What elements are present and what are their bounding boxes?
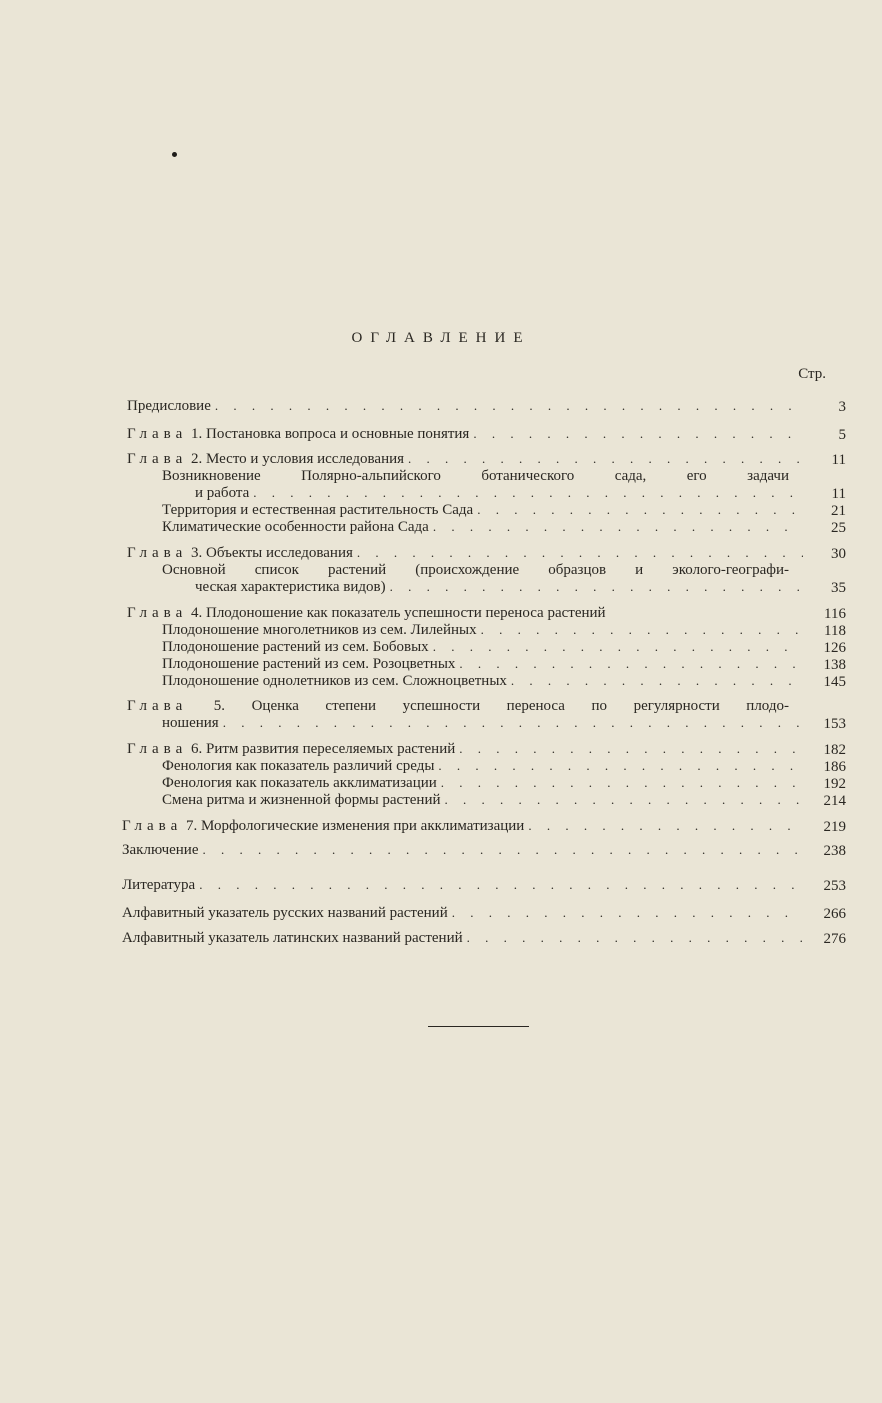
toc-entry-label: Плодоношение многолетников из сем. Лилейных — [162, 622, 477, 638]
toc-page-number: 214 — [823, 793, 846, 809]
toc-chapter-line2 — [162, 715, 807, 731]
toc-entry-label: Плодоношение растений из сем. Бобовых — [162, 639, 429, 655]
toc-entry-label: Плодоношение растений из сем. Розоцветных — [162, 656, 456, 672]
toc-entry — [162, 519, 807, 535]
toc-entry-label: Фенология как показатель различий среды — [162, 758, 435, 774]
toc-page-number: 238 — [823, 843, 846, 859]
toc-entry — [162, 639, 807, 655]
toc-entry — [162, 502, 807, 518]
toc-entry-label: 5. Оценка степени успешности переноса по регулярности плодо- — [213, 698, 790, 714]
toc-page-number: 266 — [823, 906, 846, 922]
toc-entry-label: ношения — [162, 715, 219, 731]
toc-chapter — [127, 741, 807, 757]
toc-entry — [127, 398, 807, 414]
toc-page-number: 25 — [831, 520, 846, 536]
toc-chapter — [127, 605, 789, 621]
toc-page-number: 253 — [823, 878, 846, 894]
toc-chapter — [122, 818, 807, 834]
toc-page-number: 126 — [823, 640, 846, 656]
toc-chapter — [127, 451, 807, 467]
toc-entry-label: 4. Плодоношение как показатель успешности переноса растений — [190, 605, 606, 621]
toc-page-number: 138 — [823, 657, 846, 673]
toc-entry-label: Литература — [122, 877, 196, 893]
toc-page-number: 219 — [823, 819, 846, 835]
toc-entry-label: Алфавитный указатель латинских названий растений — [122, 930, 463, 946]
toc-entry — [162, 656, 807, 672]
toc-page-number: 11 — [831, 486, 846, 502]
toc-entry-label: Климатические особенности района Сада — [162, 519, 429, 535]
toc-entry-label: Смена ритма и жизненной формы растений — [162, 792, 441, 808]
toc-page-number: 145 — [823, 674, 846, 690]
chapter-prefix: Глава — [127, 698, 188, 714]
chapter-prefix: Глава — [127, 605, 188, 621]
toc-entry-label: Алфавитный указатель русских названий растений — [122, 905, 448, 921]
toc-entry — [122, 930, 807, 946]
ink-speck — [172, 152, 177, 157]
toc-page-number: 11 — [831, 452, 846, 468]
toc-entry-label: 2. Место и условия исследования — [190, 451, 405, 467]
toc-entry-label: 3. Объекты исследования — [190, 545, 353, 561]
toc-page-number: 153 — [823, 716, 846, 732]
toc-entry-label: 6. Ритм развития переселяемых растений — [190, 741, 456, 757]
toc-entry-label: ческая характеристика видов) — [195, 579, 386, 595]
toc-page-number: 192 — [823, 776, 846, 792]
toc-entry-line2 — [195, 485, 807, 501]
chapter-prefix: Глава — [127, 741, 188, 757]
toc-entry — [122, 905, 807, 921]
toc-entry — [122, 842, 807, 858]
toc-page-number: 30 — [831, 546, 846, 562]
toc-entry — [122, 877, 807, 893]
toc-entry-label: 1. Постановка вопроса и основные понятия — [190, 426, 470, 442]
chapter-prefix: Глава — [127, 545, 188, 561]
toc-entry — [162, 673, 807, 689]
toc-chapter — [127, 545, 807, 561]
toc-entry-label: Фенология как показатель акклиматизации — [162, 775, 437, 791]
toc-entry-line2 — [195, 579, 807, 595]
toc-entry-label: Территория и естественная растительность Сада — [162, 502, 474, 518]
toc-page-number: 116 — [824, 606, 846, 622]
toc-page-number: 276 — [823, 931, 846, 947]
chapter-prefix: Глава — [127, 451, 188, 467]
toc-page-number: 5 — [838, 427, 846, 443]
chapter-prefix: Глава — [127, 426, 188, 442]
end-rule — [428, 1026, 529, 1027]
toc-page-number: 21 — [831, 503, 846, 519]
toc-chapter-line1 — [127, 698, 789, 714]
toc-page-number: 35 — [831, 580, 846, 596]
toc-entry-label: Предисловие — [127, 398, 211, 414]
toc-entry-label: 7. Морфологические изменения при акклиматизации — [185, 818, 525, 834]
toc-entry — [162, 622, 807, 638]
toc-entry — [162, 775, 807, 791]
toc-entry-line1: Основной список растений (происхождение образцов и эколого-географи- — [162, 562, 789, 578]
toc-page-number: 182 — [823, 742, 846, 758]
toc-entry — [162, 792, 807, 808]
toc-entry-line1: Возникновение Полярно-альпийского ботанического сада, его задачи — [162, 468, 789, 484]
toc-page-number: 186 — [823, 759, 846, 775]
chapter-prefix: Глава — [122, 818, 183, 834]
page-title: ОГЛАВЛЕНИЕ — [351, 330, 531, 346]
toc-entry-label: Плодоношение однолетников из сем. Сложноцветных — [162, 673, 507, 689]
toc-chapter — [127, 426, 807, 442]
toc-entry-label: Заключение — [122, 842, 199, 858]
toc-entry — [162, 758, 807, 774]
toc-page-number: 118 — [824, 623, 846, 639]
page-column-label: Стр. — [798, 366, 826, 382]
toc-entry-label: и работа — [195, 485, 250, 501]
toc-page-number: 3 — [838, 399, 846, 415]
